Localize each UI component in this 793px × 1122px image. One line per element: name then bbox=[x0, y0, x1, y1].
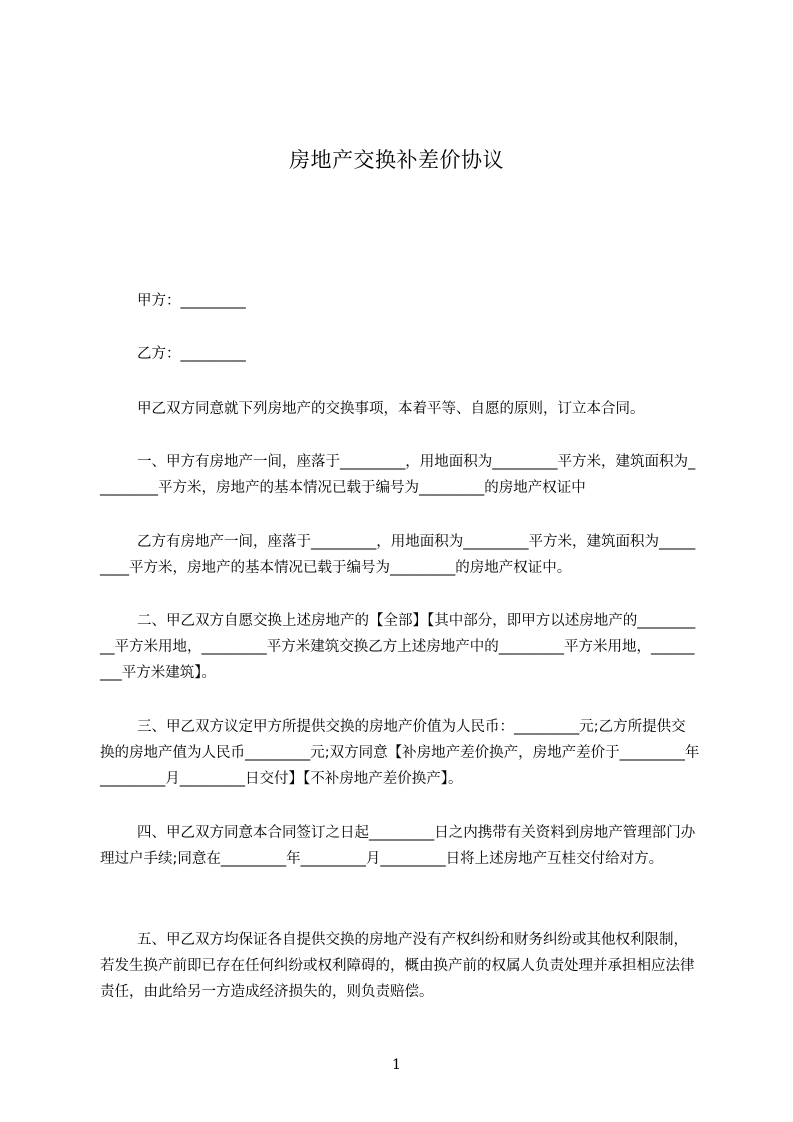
clause-4: 四、甲乙双方同意本合同签订之日起_________日之内携带有关资料到房地产管理部门办理过户手续;同意在_________年_________月_________日将上述房地产互桂交付给对方。 bbox=[100, 825, 696, 867]
clause-1-party-a: 一、甲方有房地产一间，座落于_________，用地面积为_________平方米，建筑面积为_________平方米，房地产的基本情况已载于编号为_________的房地产权证中 bbox=[100, 454, 696, 496]
party-a-line: 甲方：_________ bbox=[137, 293, 246, 309]
clause-2: 二、甲乙双方自愿交换上述房地产的【全部】【其中部分，即甲方以述房地产的__________平方米用地，_________平方米建筑交换乙方上述房地产中的_________平方米用地，_________平方米建筑】。 bbox=[100, 613, 696, 681]
party-b-line: 乙方：_________ bbox=[137, 346, 246, 362]
document-title: 房地产交换补差价协议 bbox=[289, 148, 504, 172]
page-number: 1 bbox=[392, 1057, 401, 1073]
clause-1-party-b: 乙方有房地产一间，座落于_________，用地面积为_________平方米，建筑面积为_________平方米，房地产的基本情况已载于编号为_________的房地产权证中。 bbox=[100, 534, 696, 576]
clause-3: 三、甲乙双方议定甲方所提供交换的房地产价值为人民币：_________元;乙方所提供交换的房地产值为人民币_________元;双方同意【补房地产差价换产，房地产差价于_________年_________月_________日交付】【不补房地产差价换产】。 bbox=[100, 719, 700, 787]
clause-5: 五、甲乙双方均保证各自提供交换的房地产没有产权纠纷和财务纠纷或其他权利限制，若发生换产前即已存在任何纠纷或权利障碍的，概由换产前的权属人负责处理并承担相应法律责任，由此给另一方造成经济损失的，则负责赔偿。 bbox=[100, 932, 695, 1000]
intro-paragraph: 甲乙双方同意就下列房地产的交换事项，本着平等、自愿的原则，订立本合同。 bbox=[137, 401, 645, 417]
